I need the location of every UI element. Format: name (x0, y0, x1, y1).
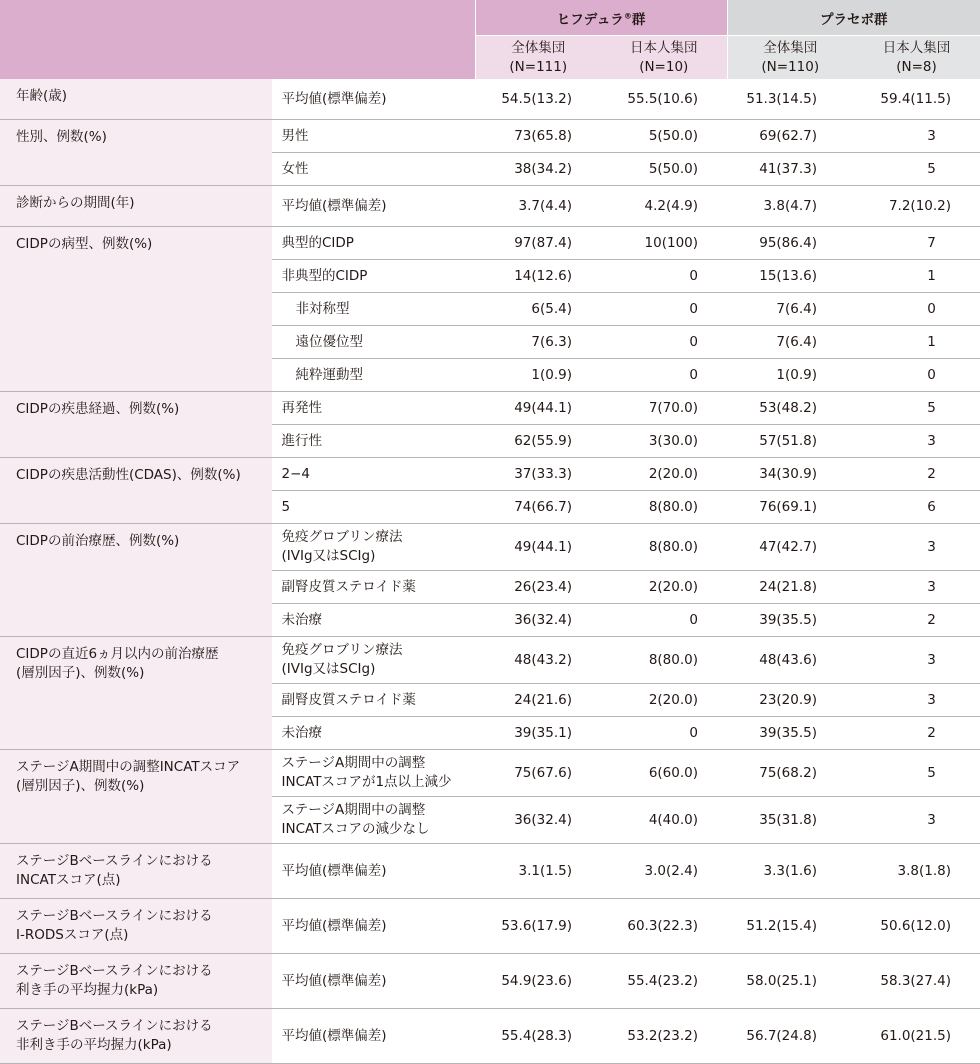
label-text: 副腎皮質ステロイド薬 (281, 691, 416, 708)
value-cell: 3 (853, 425, 980, 458)
value-cell: 3 (853, 571, 980, 604)
value-cell: 75(68.2) (727, 750, 853, 797)
value-cell: 24(21.6) (475, 684, 601, 717)
value-cell: 58.0(25.1) (727, 954, 853, 1009)
value-cell: 39(35.1) (475, 717, 601, 750)
value-cell: 35(31.8) (727, 797, 853, 844)
value-cell: 54.5(13.2) (475, 79, 601, 120)
row-category (0, 392, 272, 458)
label-text: 平均値(標準偏差) (281, 197, 387, 214)
table-row (0, 79, 980, 120)
value-cell: 2 (853, 604, 980, 637)
table-row (0, 899, 980, 954)
category-text: INCATスコア(点) (16, 872, 121, 888)
value-cell: 7.2(10.2) (853, 186, 980, 227)
category-text: CIDPの前治療歴、例数(%) (16, 533, 180, 549)
value-cell: 8(80.0) (601, 524, 727, 571)
label-text: 進行性 (281, 432, 322, 449)
label-text: 女性 (281, 160, 309, 177)
value-cell: 3.7(4.4) (475, 186, 601, 227)
value-cell: 1(0.9) (727, 359, 853, 392)
row-label (272, 79, 475, 120)
row-label (272, 326, 475, 359)
row-category (0, 750, 272, 844)
value-cell: 49(44.1) (475, 524, 601, 571)
value-cell: 55.4(28.3) (475, 1009, 601, 1064)
value-cell: 0 (601, 604, 727, 637)
table-row (0, 954, 980, 1009)
label-text: 遠位優位型 (295, 333, 363, 350)
value-cell: 76(69.1) (727, 491, 853, 524)
value-cell: 1 (853, 260, 980, 293)
value-cell: 5 (853, 153, 980, 186)
row-category (0, 844, 272, 899)
value-cell: 8(80.0) (601, 491, 727, 524)
row-category (0, 954, 272, 1009)
category-text: CIDPの疾患経過、例数(%) (16, 401, 180, 417)
label-text: 平均値(標準偏差) (281, 972, 387, 989)
value-cell: 37(33.3) (475, 458, 601, 491)
category-text: (層別因子)、例数(%) (16, 665, 145, 681)
value-cell: 49(44.1) (475, 392, 601, 425)
category-text: ステージBベースラインにおける (16, 908, 213, 924)
value-cell: 7(6.4) (727, 293, 853, 326)
value-cell: 53.2(23.2) (601, 1009, 727, 1064)
value-cell: 4(40.0) (601, 797, 727, 844)
value-cell: 3 (853, 637, 980, 684)
category-text: 性別、例数(%) (16, 129, 107, 145)
value-cell: 57(51.8) (727, 425, 853, 458)
value-cell: 3 (853, 120, 980, 153)
value-cell: 15(13.6) (727, 260, 853, 293)
value-cell: 74(66.7) (475, 491, 601, 524)
label-text: 未治療 (281, 611, 322, 628)
table-row (0, 120, 980, 153)
value-cell: 3.8(1.8) (853, 844, 980, 899)
row-category (0, 637, 272, 750)
subheader-hif-japanese: 日本人集団 (N=10) (601, 36, 727, 80)
value-cell: 3.1(1.5) (475, 844, 601, 899)
category-text: CIDPの病型、例数(%) (16, 236, 153, 252)
group-placebo-header: プラセボ群 (727, 0, 980, 36)
value-cell: 36(32.4) (475, 797, 601, 844)
subheader-hif-all: 全体集団 (N=111) (475, 36, 601, 80)
value-cell: 0 (601, 359, 727, 392)
value-cell: 2 (853, 717, 980, 750)
label-text: 非典型的CIDP (281, 267, 368, 284)
value-cell: 4.2(4.9) (601, 186, 727, 227)
row-category (0, 524, 272, 637)
category-text: 診断からの期間(年) (16, 195, 135, 211)
value-cell: 53.6(17.9) (475, 899, 601, 954)
label-text: 非対称型 (295, 300, 350, 317)
category-text: ステージBベースラインにおける (16, 963, 213, 979)
label-text: 2−4 (281, 465, 310, 482)
value-cell: 3 (853, 524, 980, 571)
value-cell: 2(20.0) (601, 458, 727, 491)
value-cell: 55.5(10.6) (601, 79, 727, 120)
subheader-placebo-japanese: 日本人集団 (N=8) (853, 36, 980, 80)
row-category (0, 899, 272, 954)
label-text: INCATスコアが1点以上減少 (281, 774, 452, 790)
value-cell: 1(0.9) (475, 359, 601, 392)
category-text: 利き手の平均握力(kPa) (16, 982, 159, 998)
value-cell: 0 (601, 717, 727, 750)
value-cell: 39(35.5) (727, 717, 853, 750)
value-cell: 97(87.4) (475, 227, 601, 260)
value-cell: 58.3(27.4) (853, 954, 980, 1009)
value-cell: 0 (853, 293, 980, 326)
table-body (0, 79, 980, 1064)
row-category (0, 186, 272, 227)
value-cell: 2(20.0) (601, 571, 727, 604)
value-cell: 5(50.0) (601, 153, 727, 186)
value-cell: 10(100) (601, 227, 727, 260)
row-label (272, 359, 475, 392)
value-cell: 2 (853, 458, 980, 491)
row-label (272, 425, 475, 458)
row-label (272, 458, 475, 491)
label-text: (IVIg又はSCIg) (281, 548, 376, 564)
value-cell: 69(62.7) (727, 120, 853, 153)
value-cell: 53(48.2) (727, 392, 853, 425)
value-cell: 7 (853, 227, 980, 260)
value-cell: 61.0(21.5) (853, 1009, 980, 1064)
label-text: 男性 (281, 127, 309, 144)
category-text: ステージBベースラインにおける (16, 1018, 213, 1034)
row-label (272, 260, 475, 293)
value-cell: 36(32.4) (475, 604, 601, 637)
value-cell: 6(5.4) (475, 293, 601, 326)
value-cell: 3.0(2.4) (601, 844, 727, 899)
value-cell: 5(50.0) (601, 120, 727, 153)
value-cell: 6(60.0) (601, 750, 727, 797)
value-cell: 0 (601, 326, 727, 359)
value-cell: 34(30.9) (727, 458, 853, 491)
category-text: (層別因子)、例数(%) (16, 778, 145, 794)
row-category (0, 458, 272, 524)
row-label (272, 899, 475, 954)
row-category (0, 227, 272, 392)
value-cell: 7(6.3) (475, 326, 601, 359)
row-label (272, 717, 475, 750)
value-cell: 51.2(15.4) (727, 899, 853, 954)
label-text: 純粋運動型 (295, 366, 363, 383)
row-label (272, 684, 475, 717)
label-text: 平均値(標準偏差) (281, 917, 387, 934)
label-text: 5 (281, 498, 291, 515)
value-cell: 0 (601, 260, 727, 293)
value-cell: 3 (853, 684, 980, 717)
row-label (272, 153, 475, 186)
label-text: ステージA期間中の調整 (281, 802, 426, 818)
value-cell: 75(67.6) (475, 750, 601, 797)
value-cell: 5 (853, 392, 980, 425)
value-cell: 59.4(11.5) (853, 79, 980, 120)
label-text: 免疫グロブリン療法 (281, 642, 403, 658)
value-cell: 48(43.2) (475, 637, 601, 684)
value-cell: 7(6.4) (727, 326, 853, 359)
value-cell: 14(12.6) (475, 260, 601, 293)
label-text: 典型的CIDP (281, 234, 354, 251)
value-cell: 24(21.8) (727, 571, 853, 604)
value-cell: 73(65.8) (475, 120, 601, 153)
value-cell: 3.8(4.7) (727, 186, 853, 227)
table-row (0, 637, 980, 684)
row-category (0, 79, 272, 120)
category-text: CIDPの直近6ヵ月以内の前治療歴 (16, 646, 219, 662)
row-label (272, 954, 475, 1009)
row-label (272, 120, 475, 153)
table-row (0, 524, 980, 571)
value-cell: 41(37.3) (727, 153, 853, 186)
row-label (272, 637, 475, 684)
header-blank (0, 0, 475, 79)
table-row (0, 844, 980, 899)
label-text: 平均値(標準偏差) (281, 90, 387, 107)
row-label (272, 844, 475, 899)
row-label (272, 604, 475, 637)
value-cell: 23(20.9) (727, 684, 853, 717)
value-cell: 0 (601, 293, 727, 326)
value-cell: 47(42.7) (727, 524, 853, 571)
value-cell: 1 (853, 326, 980, 359)
value-cell: 50.6(12.0) (853, 899, 980, 954)
category-text: 非利き手の平均握力(kPa) (16, 1037, 172, 1053)
category-text: ステージBベースラインにおける (16, 853, 213, 869)
table-row (0, 750, 980, 797)
table-row (0, 458, 980, 491)
value-cell: 51.3(14.5) (727, 79, 853, 120)
value-cell: 2(20.0) (601, 684, 727, 717)
label-text: 再発性 (281, 399, 322, 416)
row-label (272, 392, 475, 425)
value-cell: 26(23.4) (475, 571, 601, 604)
value-cell: 38(34.2) (475, 153, 601, 186)
value-cell: 55.4(23.2) (601, 954, 727, 1009)
category-text: CIDPの疾患活動性(CDAS)、例数(%) (16, 467, 241, 483)
row-label (272, 293, 475, 326)
row-label (272, 227, 475, 260)
label-text: 平均値(標準偏差) (281, 1027, 387, 1044)
subheader-placebo-all: 全体集団 (N=110) (727, 36, 853, 80)
value-cell: 54.9(23.6) (475, 954, 601, 1009)
label-text: 免疫グロブリン療法 (281, 529, 403, 545)
row-label (272, 750, 475, 797)
value-cell: 8(80.0) (601, 637, 727, 684)
value-cell: 60.3(22.3) (601, 899, 727, 954)
value-cell: 48(43.6) (727, 637, 853, 684)
label-text: 副腎皮質ステロイド薬 (281, 578, 416, 595)
label-text: (IVIg又はSCIg) (281, 661, 376, 677)
value-cell: 0 (853, 359, 980, 392)
value-cell: 3(30.0) (601, 425, 727, 458)
value-cell: 6 (853, 491, 980, 524)
category-text: 年齢(歳) (16, 88, 68, 104)
row-label (272, 524, 475, 571)
row-label (272, 797, 475, 844)
group-hyqvia-header: ヒフデュラ®群 (475, 0, 727, 36)
value-cell: 3 (853, 797, 980, 844)
value-cell: 56.7(24.8) (727, 1009, 853, 1064)
row-label (272, 491, 475, 524)
row-label (272, 186, 475, 227)
value-cell: 39(35.5) (727, 604, 853, 637)
category-text: ステージA期間中の調整INCATスコア (16, 759, 241, 775)
label-text: INCATスコアの減少なし (281, 821, 430, 837)
value-cell: 5 (853, 750, 980, 797)
value-cell: 3.3(1.6) (727, 844, 853, 899)
table-row (0, 186, 980, 227)
value-cell: 62(55.9) (475, 425, 601, 458)
row-label (272, 571, 475, 604)
value-cell: 95(86.4) (727, 227, 853, 260)
table-row (0, 227, 980, 260)
row-category (0, 120, 272, 186)
label-text: 平均値(標準偏差) (281, 862, 387, 879)
label-text: ステージA期間中の調整 (281, 755, 426, 771)
category-text: I-RODSスコア(点) (16, 927, 129, 943)
value-cell: 7(70.0) (601, 392, 727, 425)
table-row (0, 392, 980, 425)
label-text: 未治療 (281, 724, 322, 741)
